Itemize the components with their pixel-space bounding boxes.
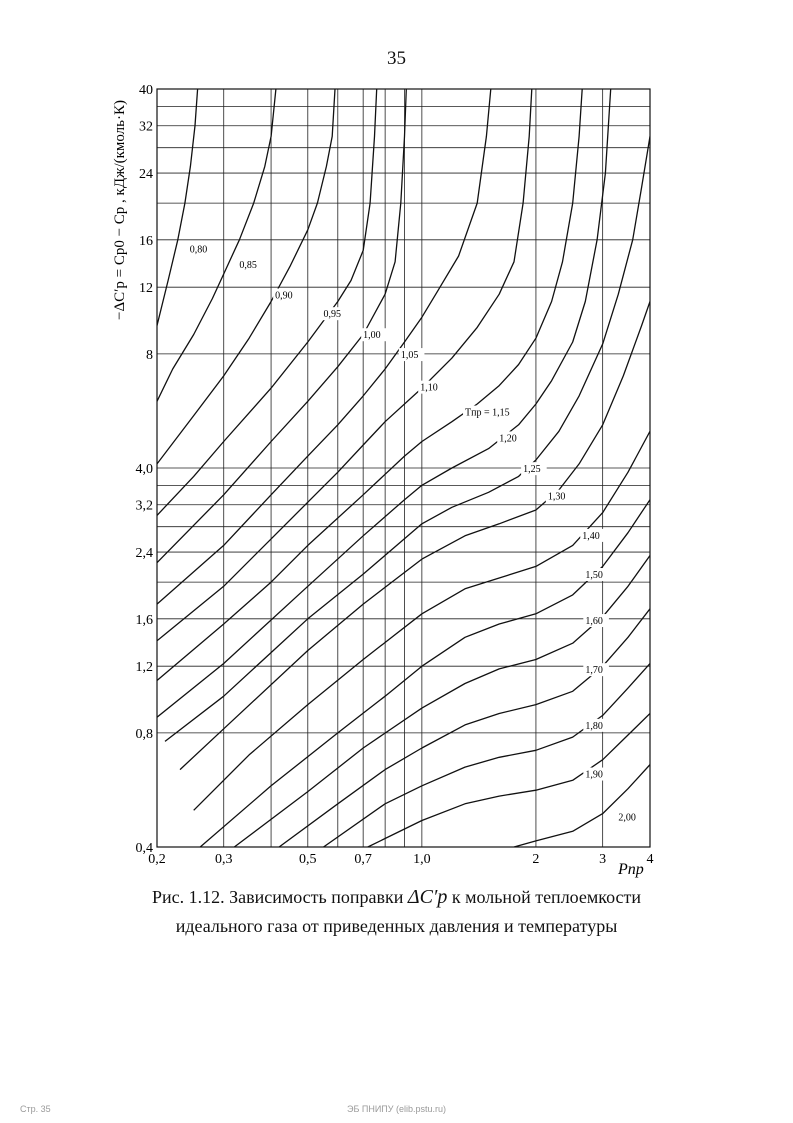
x-tick-label: 4 xyxy=(646,852,654,867)
y-tick-label: 4,0 xyxy=(135,462,153,477)
series-line xyxy=(157,89,377,515)
series-line xyxy=(514,765,650,847)
x-tick-label: 0,3 xyxy=(214,852,233,867)
page-number: 35 xyxy=(387,48,406,69)
caption-suffix: к мольной теплоемкости xyxy=(447,887,642,907)
y-tick-label: 8 xyxy=(146,347,153,363)
x-tick-label: 0,7 xyxy=(354,852,372,867)
y-tick-label: 24 xyxy=(139,167,153,183)
series-line xyxy=(324,664,651,848)
y-tick-label: 12 xyxy=(139,281,153,297)
x-tick-label: 1,0 xyxy=(413,852,431,867)
curve-label: 0,85 xyxy=(239,259,257,271)
curve-label: 1,90 xyxy=(585,769,603,781)
y-tick-label: 32 xyxy=(139,119,153,135)
y-tick-label: 1,6 xyxy=(135,612,153,628)
x-tick-label: 2 xyxy=(532,852,540,867)
caption-line-1 xyxy=(0,883,793,912)
caption-prefix: Рис. 1.12. Зависимость поправки xyxy=(151,887,408,907)
curve-label: 1,40 xyxy=(582,530,600,542)
curve-label: 1,00 xyxy=(363,330,381,342)
y-axis-label: −ΔC′p = Cp0 − Cp , кДж/(кмоль·К) xyxy=(112,99,128,321)
series-line xyxy=(157,89,198,326)
curve-label: 1,05 xyxy=(400,350,419,362)
series-line xyxy=(157,89,406,563)
y-tick-label: 16 xyxy=(139,233,153,249)
y-tick-label: 2,4 xyxy=(135,546,153,562)
caption-symbol: ΔC′p xyxy=(407,886,448,908)
curve-label: 1,20 xyxy=(499,433,517,445)
y-tick-label: 1,2 xyxy=(135,660,153,676)
curve-label: 1,25 xyxy=(523,464,541,476)
footer-page-ref: Стр. 35 xyxy=(20,1104,51,1114)
curve-label: 0,90 xyxy=(275,290,293,302)
curve-label: 1,50 xyxy=(585,570,603,582)
curve-label: 1,10 xyxy=(420,382,438,394)
curve-label: 1,80 xyxy=(585,720,603,732)
figure-caption xyxy=(0,883,793,941)
y-tick-label: 0,8 xyxy=(135,726,153,742)
series-line xyxy=(180,302,650,770)
curve-label: 1,30 xyxy=(547,491,566,503)
footer-library: ЭБ ПНИПУ (elib.pstu.ru) xyxy=(346,1104,447,1114)
series-line xyxy=(157,89,532,641)
y-tick-label: 3,2 xyxy=(135,498,153,514)
x-tick-label: 0,5 xyxy=(299,852,317,867)
series-line xyxy=(157,89,335,464)
series-line xyxy=(234,556,650,848)
curve-label: 1,60 xyxy=(585,616,603,628)
y-tick-label: 0,4 xyxy=(135,841,153,856)
x-tick-label: 0,2 xyxy=(148,852,166,867)
y-tick-label: 40 xyxy=(139,83,153,98)
curve-label: 0,80 xyxy=(189,244,208,256)
caption-line-2: идеального газа от приведенных давления и температуры xyxy=(175,916,618,936)
curve-label: 0,95 xyxy=(323,309,341,321)
x-tick-label: 3 xyxy=(599,852,607,867)
curve-label: 2,00 xyxy=(618,812,636,824)
series-line xyxy=(157,89,582,681)
curve-label: 1,70 xyxy=(585,665,603,677)
x-axis-label: Pпр xyxy=(618,861,644,878)
curve-label: Tпр = 1,15 xyxy=(465,407,510,419)
series-line xyxy=(157,89,276,401)
